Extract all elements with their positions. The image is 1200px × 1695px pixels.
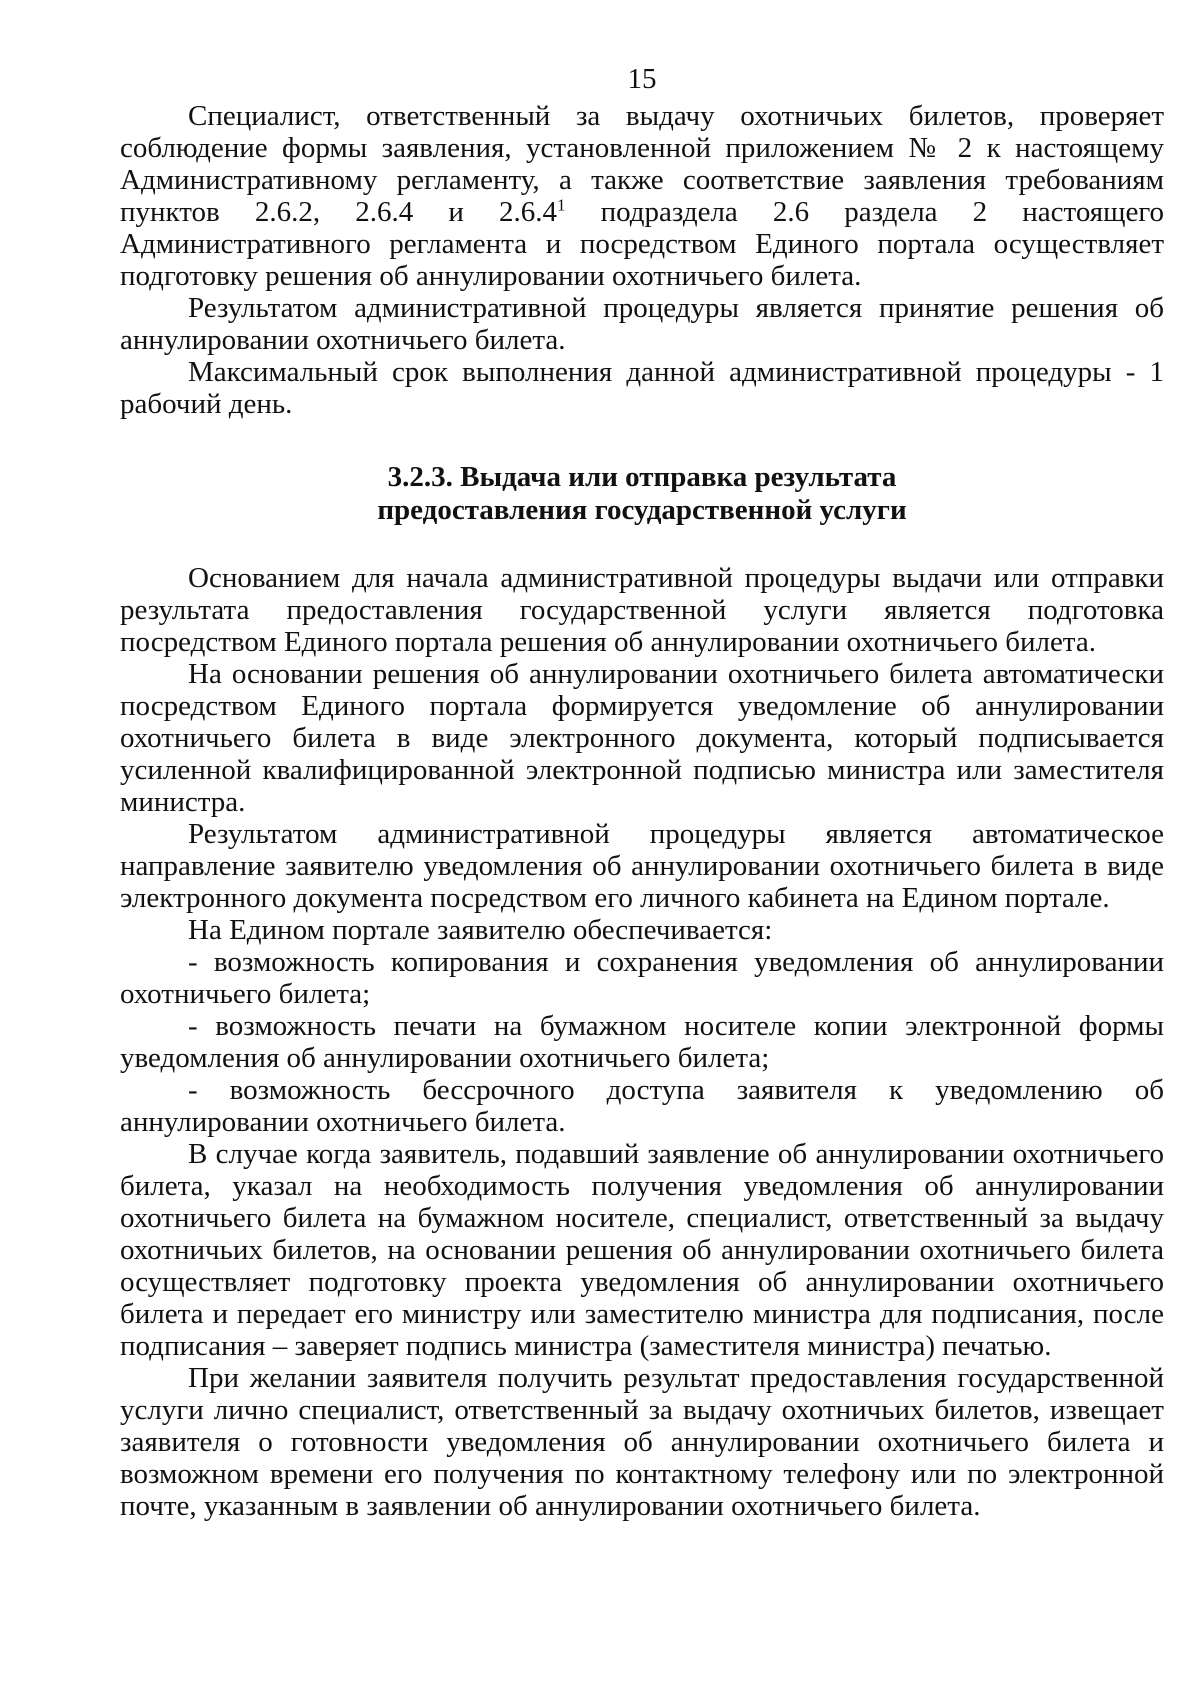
section-heading: [120, 461, 1164, 527]
superscript-footnote: 1: [556, 195, 566, 215]
paragraph-notification-formed: На основании решения об аннулировании охотничьего билета автоматически посредством Единого портала формируется уведомление об аннулировании охотничьего билета в виде электронного документа, который подписывается усиленной квалифицированной электронной подписью министра или заместителя министра.: [120, 658, 1164, 818]
paragraph-basis: Основанием для начала административной процедуры выдачи или отправки результата предоставления государственной услуги является подготовка посредством Единого портала решения об аннулировании охотничьего билета.: [120, 562, 1164, 658]
list-item-unlimited-access: - возможность бессрочного доступа заявителя к уведомлению об аннулировании охотничьего билета.: [120, 1074, 1164, 1138]
paragraph-result: Результатом административной процедуры является принятие решения об аннулировании охотничьего билета.: [120, 292, 1164, 356]
section-heading-line1: 3.2.3. Выдача или отправка результата: [387, 461, 897, 493]
list-item-copy-save: - возможность копирования и сохранения уведомления об аннулировании охотничьего билета;: [120, 946, 1164, 1010]
paragraph-text: подраздела 2.6 раздела 2 настоящего Административного регламента и посредством Единого портала осуществляет подготовку решения об аннулировании охотничьего билета.: [120, 196, 1165, 292]
paragraph-specialist-check: [120, 100, 1164, 292]
page-number: 15: [627, 63, 657, 95]
paragraph-paper-notification: В случае когда заявитель, подавший заявление об аннулировании охотничьего билета, указал на необходимость получения уведомления об аннулировании охотничьего билета на бумажном носителе, специалист, ответственный за выдачу охотничьих билетов, на основании решения об аннулировании охотничьего билета осуществляет подготовку проекта уведомления об аннулировании охотничьего билета и передает его министру или заместителю министра для подписания, после подписания – заверяет подпись министра (заместителя министра) печатью.: [120, 1138, 1164, 1362]
paragraph-personal-receipt: При желании заявителя получить результат предоставления государственной услуги лично специалист, ответственный за выдачу охотничьих билетов, извещает заявителя о готовности уведомления об аннулировании охотничьего билета и возможном времени его получения по контактному телефону или по электронной почте, указанным в заявлении об аннулировании охотничьего билета.: [120, 1362, 1164, 1522]
paragraph-text: Специалист, ответственный за выдачу охотничьих билетов, проверяет соблюдение формы заявления, установленной приложением № 2 к настоящему Административному регламенту, а также соответствие заявления требованиям пунктов 2.6.2, 2.6.4 и 2.6.4: [120, 100, 1164, 228]
document-page: [120, 62, 1164, 1522]
paragraph-portal-provides: На Едином портале заявителю обеспечивается:: [188, 914, 773, 946]
paragraph-max-term: Максимальный срок выполнения данной административной процедуры - 1 рабочий день.: [120, 356, 1164, 420]
paragraph-procedure-result: Результатом административной процедуры является автоматическое направление заявителю уведомления об аннулировании охотничьего билета в виде электронного документа посредством его личного кабинета на Едином портале.: [120, 818, 1164, 914]
list-item-print: - возможность печати на бумажном носителе копии электронной формы уведомления об аннулировании охотничьего билета;: [120, 1010, 1164, 1074]
section-heading-line2: предоставления государственной услуги: [377, 494, 907, 526]
